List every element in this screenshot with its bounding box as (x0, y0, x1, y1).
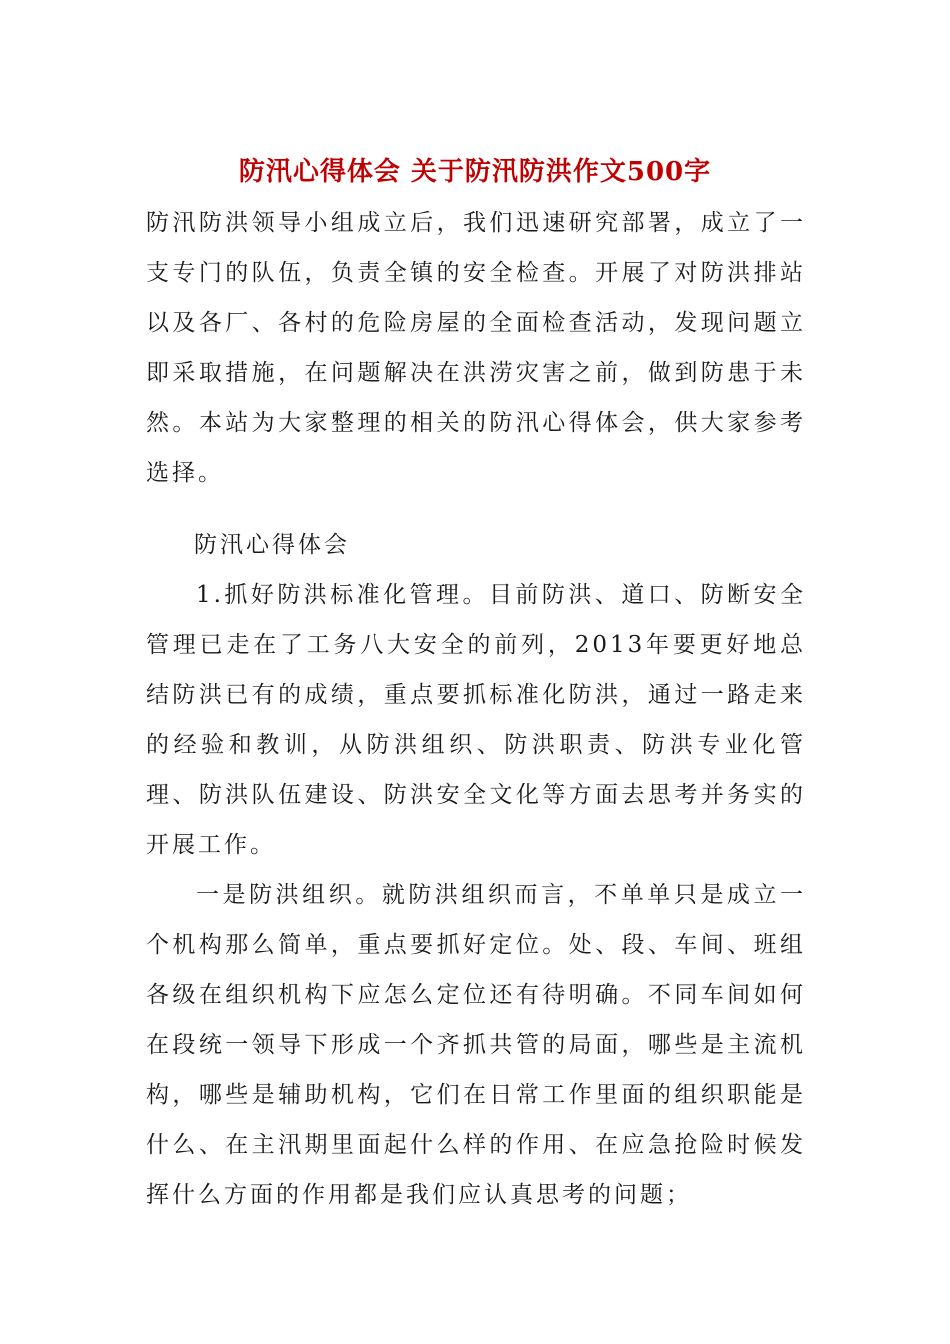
body-paragraph-2: 一是防洪组织。就防洪组织而言，不单单只是成立一个机构那么简单，重点要抓好定位。处、段、车间、班组各级在组织机构下应怎么定位还有待明确。不同车间如何在段统一领导下形成一个齐抓共管的局面，哪些是主流机构，哪些是辅助机构，它们在日常工作里面的组织职能是什么、在主汛期里面起什么样的作用、在应急抢险时候发挥什么方面的作用都是我们应认真思考的问题； (146, 882, 806, 1208)
body-paragraph-1: 1.抓好防洪标准化管理。目前防洪、道口、防断安全管理已走在了工务八大安全的前列，2013年要更好地总结防洪已有的成绩，重点要抓标准化防洪，通过一路走来的经验和教训，从防洪组织、防洪职责、防洪专业化管理、防洪队伍建设、防洪安全文化等方面去思考并务实的开展工作。 (146, 582, 806, 858)
intro-paragraph: 防汛防洪领导小组成立后，我们迅速研究部署，成立了一支专门的队伍，负责全镇的安全检查。开展了对防洪排站以及各厂、各村的危险房屋的全面检查活动，发现问题立即采取措施，在问题解决在洪涝灾害之前，做到防患于未然。本站为大家整理的相关的防汛心得体会，供大家参考选择。 (146, 210, 806, 486)
document-title: 防汛心得体会 关于防汛防洪作文500字 (238, 157, 712, 187)
section-heading: 防汛心得体会 (194, 532, 350, 558)
